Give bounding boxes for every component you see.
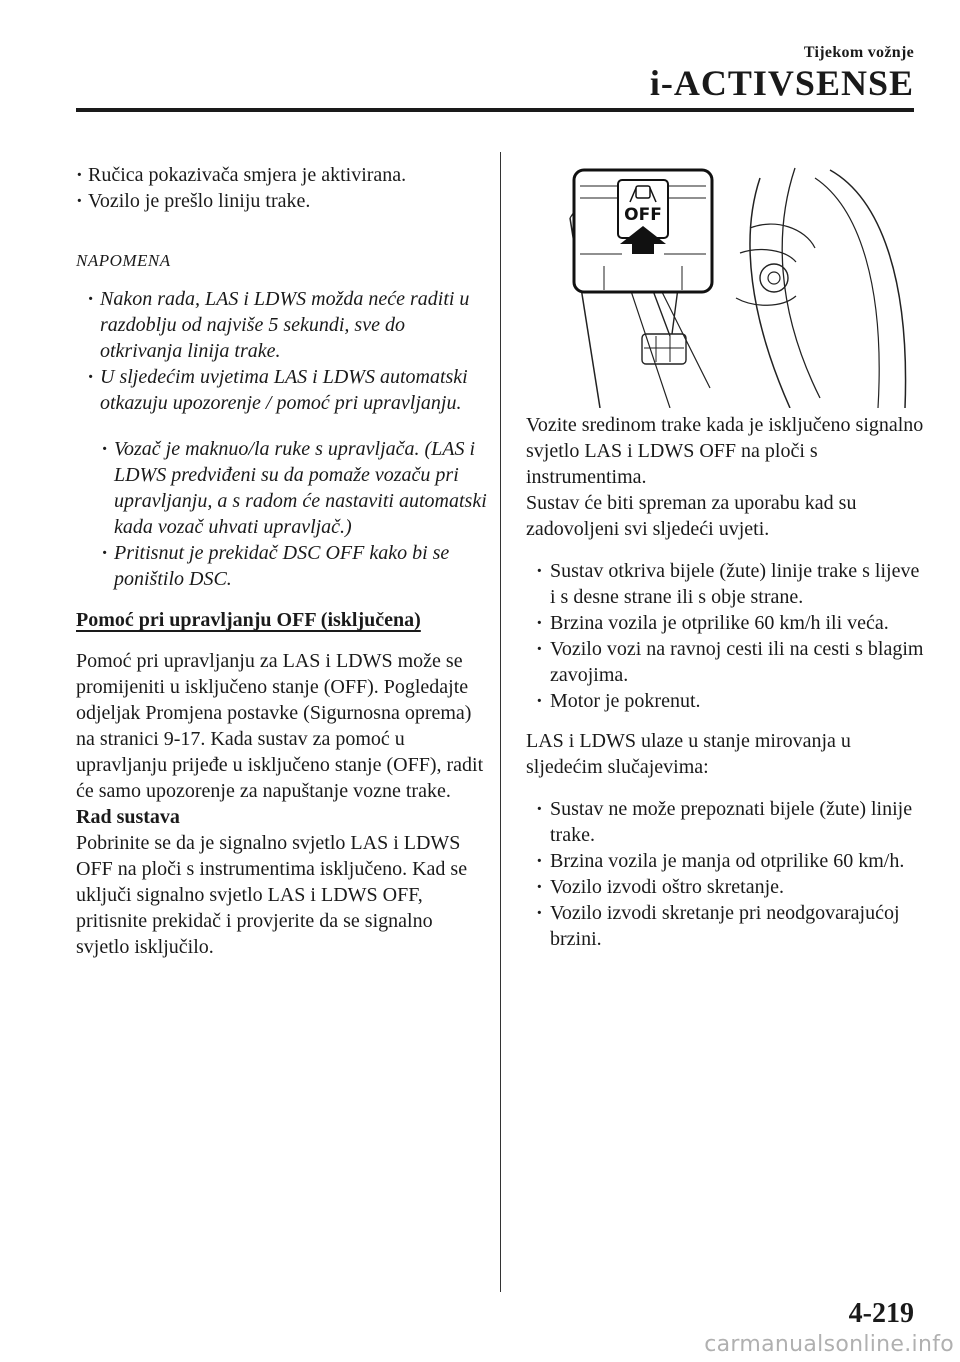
column-divider <box>500 152 501 1292</box>
sub-note-list <box>76 436 488 592</box>
section-heading-operation: Rad sustava <box>76 806 180 828</box>
right-column <box>526 412 926 952</box>
list-item: · Vozilo vozi na ravnoj cesti ili na cesti s blagim zavojima. <box>526 636 926 688</box>
left-column <box>76 162 488 960</box>
header-rule <box>76 108 914 112</box>
header-section-label: Tijekom vožnje <box>803 44 914 61</box>
list-item: · Vozilo izvodi oštro skretanje. <box>526 874 926 900</box>
las-ldws-off-switch-illustration <box>560 158 920 408</box>
note-item: · Nakon rada, LAS i LDWS možda neće raditi u razdoblju od najviše 5 sekundi, sve do otkrivanja linija trake. <box>76 286 488 364</box>
list-item: · Sustav otkriva bijele (žute) linije trake s lijeve i s desne strane ili s obje strane. <box>526 558 926 610</box>
paragraph-system-ready: Sustav će biti spreman za uporabu kad su zadovoljeni svi sljedeći uvjeti. <box>526 492 857 540</box>
list-item: · Ručica pokazivača smjera je aktivirana. <box>76 162 488 188</box>
list-item: · Vozilo izvodi skretanje pri neodgovarajućoj brzini. <box>526 900 926 952</box>
ready-conditions-list <box>526 558 926 714</box>
note-label: NAPOMENA <box>76 251 171 270</box>
list-item: · Brzina vozila je manja od otprilike 60 km/h. <box>526 848 926 874</box>
standby-cases-list <box>526 796 926 952</box>
list-item: · Brzina vozila je otprilike 60 km/h ili veća. <box>526 610 926 636</box>
section-heading-steering-off: Pomoć pri upravljanju OFF (isključena) <box>76 609 421 631</box>
sub-note-item: · Vozač je maknuo/la ruke s upravljača. (LAS i LDWS predviđeni su da pomaže vozaču pri upravljanju, a s radom će nastaviti automatski kada vozač uhvati upravljač.) <box>76 436 488 540</box>
watermark: carmanualsonline.info <box>704 1332 954 1357</box>
note-list <box>76 286 488 416</box>
off-button-label: OFF <box>624 205 662 225</box>
list-item: · Vozilo je prešlo liniju trake. <box>76 188 488 214</box>
sub-note-item: · Pritisnut je prekidač DSC OFF kako bi se poništilo DSC. <box>76 540 488 592</box>
paragraph-operation: Pobrinite se da je signalno svjetlo LAS i LDWS OFF na ploči s instrumentima isključeno. Kad se uključi signalno svjetlo LAS i LDWS OFF, pritisnite prekidač i provjerite da se signalno svjetlo isključilo. <box>76 832 468 958</box>
paragraph-standby: LAS i LDWS ulaze u stanje mirovanja u sljedećim slučajevima: <box>526 730 851 778</box>
list-item: · Sustav ne može prepoznati bijele (žute) linije trake. <box>526 796 926 848</box>
header-title: i-ACTIVSENSE <box>649 63 914 103</box>
page-number: 4-219 <box>848 1298 914 1329</box>
paragraph-steering-off: Pomoć pri upravljanju za LAS i LDWS može se promijeniti u isključeno stanje (OFF). Pogledajte odjeljak Promjena postavke (Sigurnosna oprema) na stranici 9-17. Kada sustav za pomoć u upravljanju prijeđe u isključeno stanje (OFF), radit će samo upozorenje za napuštanje vozne trake. <box>76 650 484 802</box>
list-item: · Motor je pokrenut. <box>526 688 926 714</box>
paragraph-drive-center: Vozite sredinom trake kada je isključeno signalno svjetlo LAS i LDWS OFF na ploči s instrumentima. <box>526 414 924 488</box>
trigger-bullet-list <box>76 162 488 214</box>
note-item: · U sljedećim uvjetima LAS i LDWS automatski otkazuju upozorenje / pomoć pri upravljanju. <box>76 364 488 416</box>
